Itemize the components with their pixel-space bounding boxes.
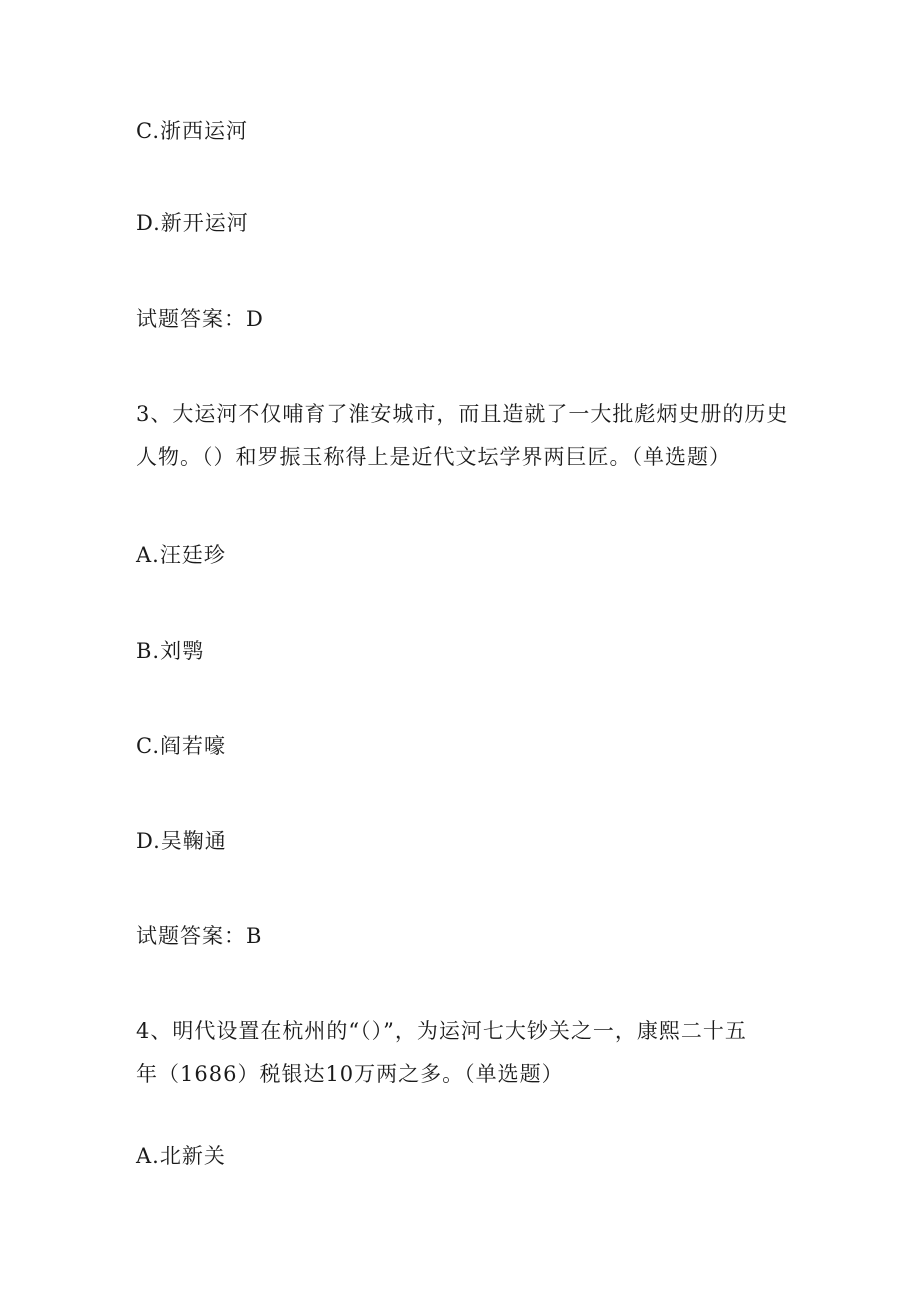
q3-option-c: C.阎若嚎: [136, 734, 226, 758]
question-3-line-1: 3、大运河不仅哺育了淮安城市，而且造就了一大批彪炳史册的历史: [136, 402, 789, 426]
question-4-line-2: 年（1686）税银达10万两之多。（单选题）: [136, 1062, 564, 1086]
q3-option-b: B.刘鹗: [136, 639, 205, 663]
q3-answer: 试题答案：B: [136, 924, 263, 948]
q3-option-a: A.汪廷珍: [136, 543, 226, 567]
question-4: [136, 1010, 786, 1096]
answer-prev: 试题答案：D: [136, 307, 264, 331]
question-4-line-1: 4、明代设置在杭州的“（）”，为运河七大钞关之一，康熙二十五: [136, 1019, 747, 1043]
option-c-prev: C.浙西运河: [136, 119, 248, 143]
option-d-prev: D.新开运河: [136, 211, 249, 235]
question-3-line-2: 人物。（）和罗振玉称得上是近代文坛学界两巨匠。（单选题）: [136, 445, 731, 469]
q4-option-a: A.北新关: [136, 1144, 226, 1168]
q3-option-d: D.吴鞠通: [136, 829, 227, 853]
question-3: [136, 393, 789, 479]
